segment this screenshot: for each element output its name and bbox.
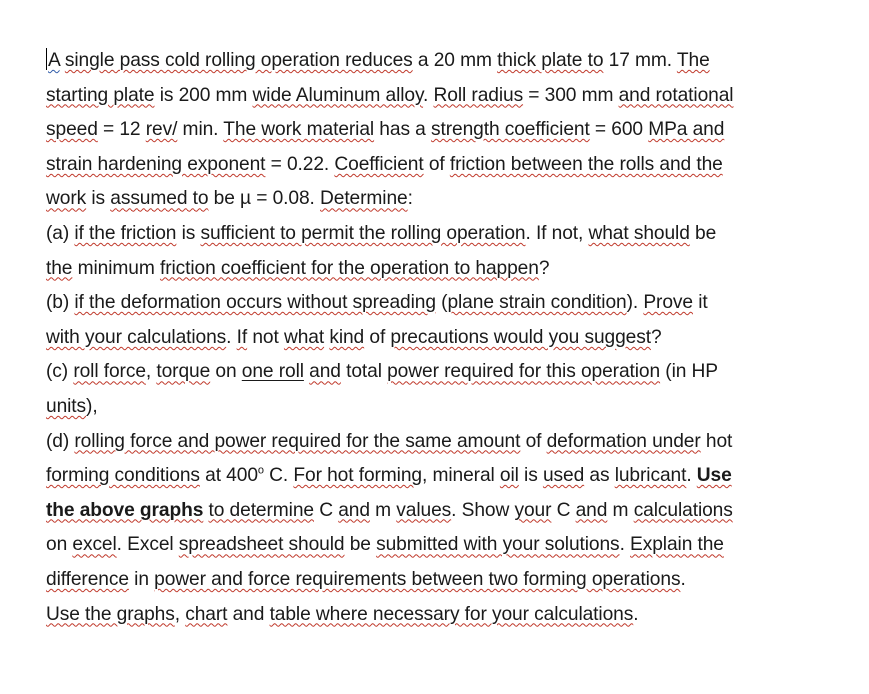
text-run: and bbox=[309, 361, 341, 383]
text-run: . bbox=[619, 534, 631, 556]
text-run: , bbox=[174, 603, 186, 625]
text-run: . If not, bbox=[525, 222, 589, 244]
text-run: the above graphs bbox=[46, 499, 204, 521]
text-run: rev/ bbox=[145, 119, 178, 141]
text-run: (b) bbox=[46, 292, 75, 314]
text-run: The work material bbox=[223, 119, 375, 141]
text-run: single pass cold rolling operation reduces bbox=[64, 50, 413, 71]
text-run: friction between the rolls and the bbox=[449, 153, 723, 175]
part-a-line-1[interactable] bbox=[46, 217, 786, 252]
text-run: not bbox=[247, 326, 284, 348]
text-run: values bbox=[396, 499, 452, 521]
text-run: your bbox=[514, 499, 552, 521]
text-run: . bbox=[680, 568, 686, 590]
text-run: C. bbox=[263, 465, 294, 487]
text-run: is 200 mm bbox=[154, 84, 253, 106]
text-run: assumed to bbox=[110, 188, 209, 210]
text-run: is bbox=[176, 222, 201, 244]
text-run: if the deformation occurs without spreading bbox=[74, 292, 436, 314]
text-run: A bbox=[48, 50, 60, 71]
text-run: with your calculations bbox=[46, 326, 227, 348]
text-run: submitted with your solutions bbox=[376, 534, 620, 556]
document-page bbox=[46, 44, 786, 632]
part-a-line-2[interactable] bbox=[46, 252, 786, 287]
text-run: Roll radius bbox=[433, 84, 524, 106]
text-run: precautions would you suggest bbox=[390, 326, 651, 348]
text-run: (a) bbox=[46, 222, 75, 244]
intro-line-4[interactable] bbox=[46, 148, 786, 183]
text-run: to determine bbox=[208, 499, 314, 521]
text-run: ( bbox=[435, 292, 448, 314]
text-run: one roll bbox=[241, 361, 304, 383]
text-run: spreadsheet should bbox=[178, 534, 345, 556]
text-run: m bbox=[607, 499, 634, 521]
text-run: o bbox=[257, 464, 264, 477]
text-run: torque bbox=[156, 361, 211, 383]
text-run: = 300 mm bbox=[523, 84, 619, 106]
text-run: (in HP bbox=[660, 361, 719, 383]
text-run: as bbox=[584, 465, 615, 487]
part-b-line-1[interactable] bbox=[46, 286, 786, 321]
text-run: ), bbox=[86, 395, 98, 417]
text-run: if the friction bbox=[74, 222, 177, 244]
text-run: difference bbox=[46, 568, 129, 590]
text-run: in bbox=[128, 568, 155, 590]
text-run: . Excel bbox=[116, 534, 179, 556]
text-run: . bbox=[686, 465, 697, 487]
text-run: min. bbox=[177, 119, 224, 141]
text-run: MPa and bbox=[648, 119, 725, 141]
text-run: The bbox=[676, 50, 710, 71]
text-run: Use bbox=[696, 465, 732, 487]
text-run: and rotational bbox=[618, 84, 734, 106]
text-run: total bbox=[340, 361, 388, 383]
intro-line-1[interactable] bbox=[46, 44, 786, 79]
text-run: m bbox=[369, 499, 397, 521]
text-run: lubricant bbox=[614, 465, 687, 487]
text-run: forming conditions bbox=[46, 465, 200, 487]
intro-line-3[interactable] bbox=[46, 113, 786, 148]
text-run: rolling force and power required for the same amount bbox=[74, 430, 521, 452]
text-run: deformation under bbox=[546, 430, 701, 452]
text-run: , bbox=[145, 361, 157, 383]
part-b-line-2[interactable] bbox=[46, 321, 786, 356]
part-d-line-2[interactable] bbox=[46, 459, 786, 494]
text-run: is bbox=[86, 188, 111, 210]
text-run: what bbox=[283, 326, 325, 348]
text-run: at 400 bbox=[199, 465, 258, 487]
text-run: and bbox=[575, 499, 608, 521]
text-run: units bbox=[46, 395, 87, 417]
part-c-line-2[interactable] bbox=[46, 390, 786, 425]
text-run: be µ = 0.08. bbox=[208, 188, 320, 210]
text-run: Determine bbox=[320, 188, 408, 210]
text-run: ? bbox=[650, 326, 662, 348]
text-run: table where necessary for your calculations bbox=[269, 603, 634, 625]
text-run: ? bbox=[538, 257, 550, 279]
text-run: the bbox=[46, 257, 73, 279]
text-run: hot bbox=[700, 430, 733, 452]
text-run: , mineral bbox=[422, 465, 500, 487]
part-d-line-1[interactable] bbox=[46, 425, 786, 460]
text-run: power and force requirements between two forming operations bbox=[154, 568, 681, 590]
text-run: be bbox=[344, 534, 377, 556]
text-run: a 20 mm bbox=[412, 50, 498, 71]
text-run: minimum bbox=[72, 257, 160, 279]
text-run: has a bbox=[374, 119, 431, 141]
closing-line[interactable] bbox=[46, 598, 786, 633]
text-run: what should bbox=[588, 222, 690, 244]
text-run: plane strain condition bbox=[447, 292, 627, 314]
text-run: kind bbox=[329, 326, 365, 348]
text-run: oil bbox=[499, 465, 519, 487]
text-run: 17 mm. bbox=[603, 50, 677, 71]
text-run: calculations bbox=[633, 499, 733, 521]
text-run: = 600 bbox=[589, 119, 649, 141]
text-cursor bbox=[46, 48, 47, 70]
intro-line-5[interactable] bbox=[46, 182, 786, 217]
text-run: and bbox=[338, 499, 370, 521]
text-run: and bbox=[227, 603, 270, 625]
text-run: it bbox=[692, 292, 708, 314]
text-run: strain hardening exponent bbox=[46, 153, 266, 175]
text-run: Prove bbox=[643, 292, 693, 314]
text-run: on bbox=[46, 534, 73, 556]
text-run: of bbox=[364, 326, 391, 348]
text-run: Explain the bbox=[630, 534, 724, 556]
text-run: C bbox=[313, 499, 339, 521]
text-run: sufficient to permit the rolling operation bbox=[200, 222, 526, 244]
intro-line-2[interactable] bbox=[46, 79, 786, 114]
text-run: wide Aluminum alloy bbox=[252, 84, 424, 106]
text-run: C bbox=[551, 499, 576, 521]
text-run: roll force bbox=[73, 361, 146, 383]
text-run: Use the graphs bbox=[46, 603, 175, 625]
text-run: Coefficient bbox=[334, 153, 424, 175]
text-run: thick plate to bbox=[497, 50, 604, 71]
text-run: chart bbox=[185, 603, 228, 625]
text-run: used bbox=[542, 465, 585, 487]
text-run: on bbox=[210, 361, 242, 383]
text-run: For hot forming bbox=[293, 465, 422, 487]
text-run: . bbox=[226, 326, 237, 348]
text-run: of bbox=[520, 430, 547, 452]
text-run: excel bbox=[72, 534, 117, 556]
text-run: ). bbox=[626, 292, 644, 314]
text-run: . bbox=[423, 84, 434, 106]
text-run: starting plate bbox=[46, 84, 155, 106]
part-d-line-5[interactable] bbox=[46, 563, 786, 598]
part-c-line-1[interactable] bbox=[46, 355, 786, 390]
part-d-line-3[interactable] bbox=[46, 494, 786, 529]
text-run: friction coefficient for the operation to happen bbox=[159, 257, 539, 279]
text-run: = 12 bbox=[97, 119, 146, 141]
text-run: (d) bbox=[46, 430, 75, 452]
text-run: : bbox=[407, 188, 413, 210]
text-run: (c) bbox=[46, 361, 74, 383]
text-run: of bbox=[423, 153, 450, 175]
text-run: speed bbox=[46, 119, 98, 141]
text-run: . Show bbox=[451, 499, 515, 521]
text-run: is bbox=[518, 465, 543, 487]
text-run: power required for this operation bbox=[387, 361, 661, 383]
part-d-line-4[interactable] bbox=[46, 528, 786, 563]
text-run: . bbox=[633, 603, 639, 625]
text-run: If bbox=[236, 326, 248, 348]
text-run: be bbox=[689, 222, 717, 244]
text-run: work bbox=[46, 188, 87, 210]
text-run: strength coefficient bbox=[430, 119, 590, 141]
text-run: = 0.22. bbox=[265, 153, 335, 175]
